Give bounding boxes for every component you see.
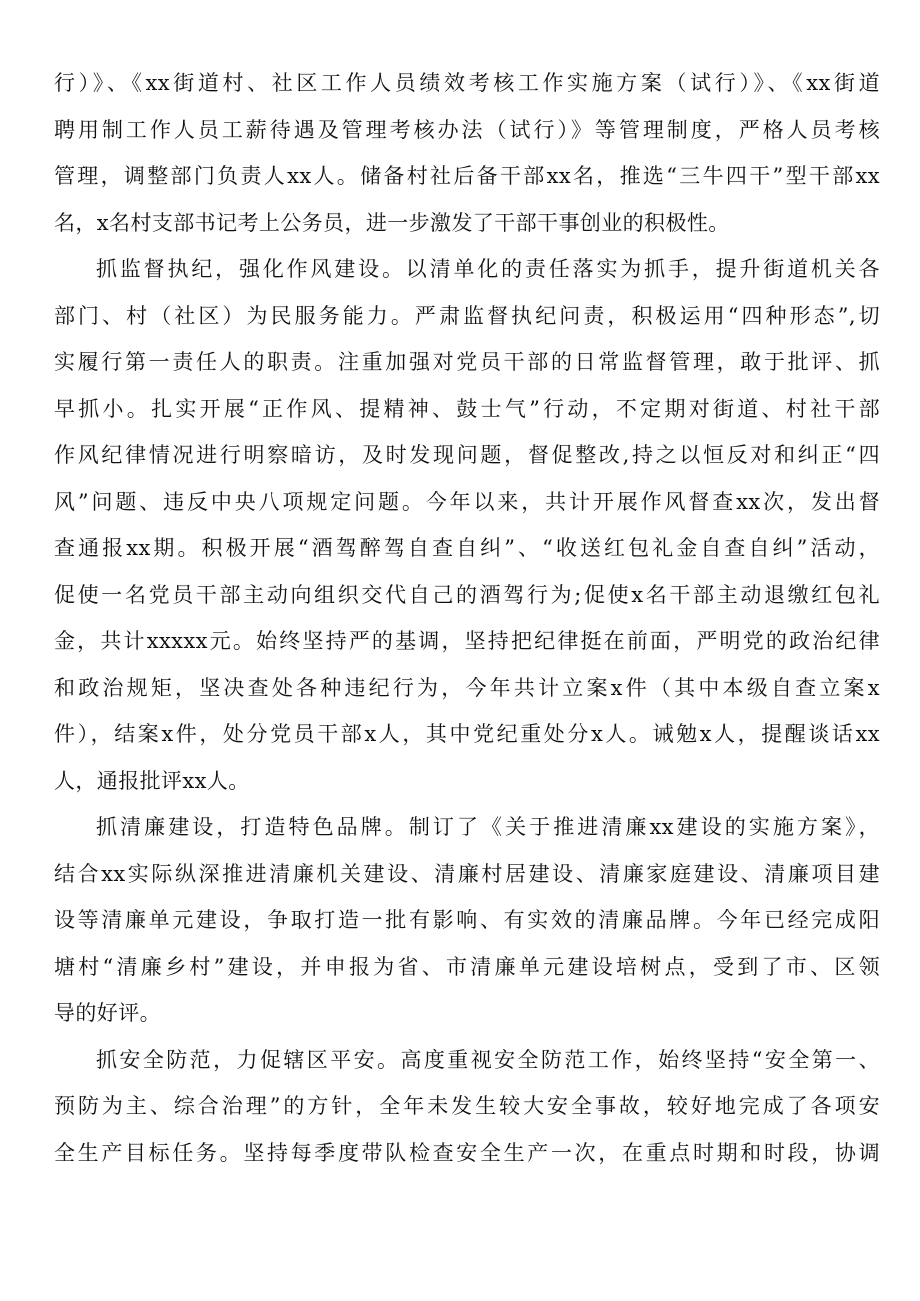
paragraph-management-systems (54, 60, 880, 246)
text-line: 行）》、《xx街道村、社区工作人员绩效考核工作实施方案（试行）》、《xx街道 (54, 71, 880, 95)
text-line: 预防为主、综合治理”的方针，全年未发生较大安全事故，较好地完成了各项安 (54, 1094, 880, 1118)
text-line: 作风纪律情况进行明察暗访，及时发现问题，督促整改,持之以恒反对和纠正“四 (54, 443, 880, 467)
text-line: 塘村“清廉乡村”建设，并申报为省、市清廉单元建设培树点，受到了市、区领 (54, 954, 880, 979)
text-line: 查通报xx期。积极开展“酒驾醉驾自查自纠”、“收送红包礼金自查自纠”活动， (54, 536, 880, 560)
text-line: 人，通报批评xx人。 (54, 768, 250, 793)
text-line: 金，共计xxxxx元。始终坚持严的基调，坚持把纪律挺在前面，严明党的政治纪律 (54, 629, 880, 653)
text-line: 件），结案x件，处分党员干部x人，其中党纪重处分x人。诫勉x人，提醒谈话xx (54, 722, 880, 746)
text-line: 导的好评。 (54, 1001, 161, 1025)
text-line: 实履行第一责任人的职责。注重加强对党员干部的日常监督管理，敢于批评、抓 (54, 350, 880, 374)
text-line: 抓安全防范，力促辖区平安。高度重视安全防范工作，始终坚持“安全第一、 (96, 1047, 880, 1072)
text-line: 抓监督执纪，强化作风建设。以清单化的责任落实为抓手，提升街道机关各 (96, 257, 880, 281)
text-line: 早抓小。扎实开展“正作风、提精神、鼓士气”行动，不定期对街道、村社干部 (54, 396, 880, 421)
paragraph-supervision-discipline (54, 246, 880, 804)
text-line: 风”问题、违反中央八项规定问题。今年以来，共计开展作风督查xx次，发出督 (54, 489, 880, 514)
text-line: 全生产目标任务。坚持每季度带队检查安全生产一次，在重点时期和时段，协调 (54, 1140, 880, 1165)
text-line: 聘用制工作人员工薪待遇及管理考核办法（试行）》等管理制度，严格人员考核 (54, 117, 880, 142)
text-line: 结合xx实际纵深推进清廉机关建设、清廉村居建设、清廉家庭建设、清廉项目建 (54, 861, 880, 886)
text-line: 促使一名党员干部主动向组织交代自己的酒驾行为;促使x名干部主动退缴红包礼 (54, 582, 880, 607)
document-page (54, 60, 880, 1176)
paragraph-integrity-building (54, 804, 880, 1037)
text-line: 名，x名村支部书记考上公务员，进一步激发了干部干事创业的积极性。 (54, 210, 730, 235)
text-line: 管理，调整部门负责人xx人。储备村社后备干部xx名，推选“三牛四干”型干部xx (54, 164, 880, 188)
text-line: 部门、村（社区）为民服务能力。严肃监督执纪问责，积极运用“四种形态”,切 (54, 303, 880, 328)
text-line: 和政治规矩，坚决查处各种违纪行为，今年共计立案x件（其中本级自查立案x (54, 675, 880, 700)
text-line: 抓清廉建设，打造特色品牌。制订了《关于推进清廉xx建设的实施方案》， (96, 815, 880, 839)
text-line: 设等清廉单元建设，争取打造一批有影响、有实效的清廉品牌。今年已经完成阳 (54, 908, 880, 932)
paragraph-safety-prevention (54, 1037, 880, 1177)
